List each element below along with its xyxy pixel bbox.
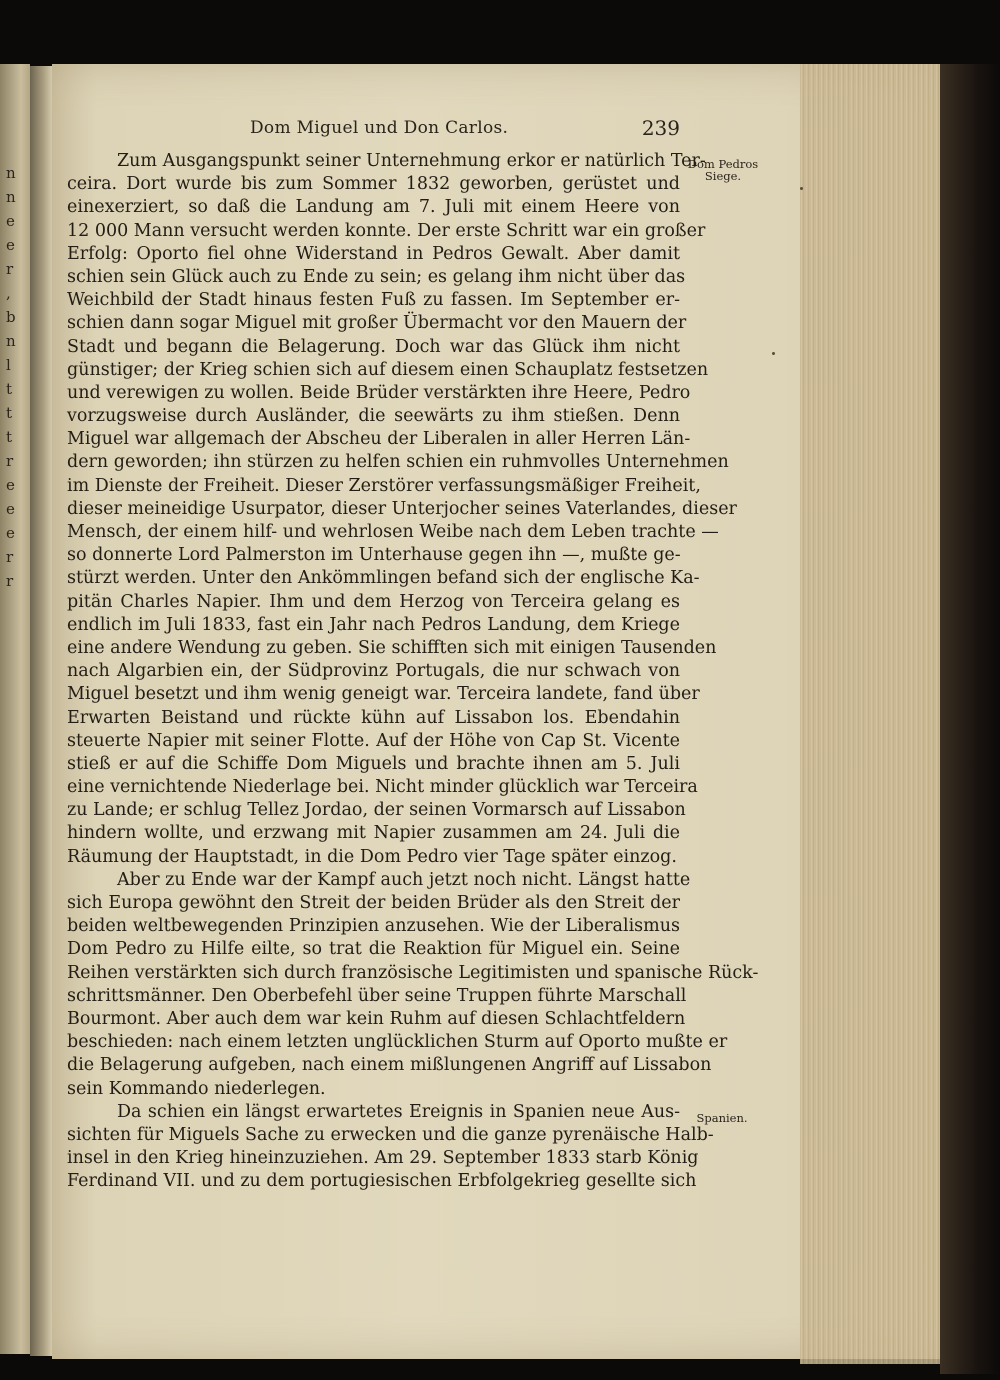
text-line: sichten für Miguels Sache zu erwecken und die ganze pyrenäische Halb- xyxy=(67,1124,714,1145)
previous-page-char: l xyxy=(6,356,11,374)
text-line: stürzt werden. Unter den Ankömmlingen befand sich der englische Ka- xyxy=(67,568,700,589)
text-line: schien dann sogar Miguel mit großer Übermacht vor den Mauern der xyxy=(67,313,687,334)
previous-page-char: t xyxy=(6,380,13,398)
text-line: stieß er auf die Schiffe Dom Miguels und brachte ihnen am 5. Juli xyxy=(67,753,680,774)
paper-speck xyxy=(772,352,775,355)
text-line: eine vernichtende Niederlage bei. Nicht minder glücklich war Terceira xyxy=(67,777,698,798)
text-line: Da schien ein längst erwartetes Ereignis in Spanien neue Aus- xyxy=(117,1101,680,1122)
text-line: dern geworden; ihn stürzen zu helfen schien ein ruhmvolles Unternehmen xyxy=(67,452,729,473)
text-line: und verewigen zu wollen. Beide Brüder verstärkten ihre Heere, Pedro xyxy=(67,382,691,403)
text-line: pitän Charles Napier. Ihm und dem Herzog von Terceira gelang es xyxy=(67,591,680,612)
previous-page-char: b xyxy=(6,308,16,326)
text-line: Zum Ausgangspunkt seiner Unternehmung erkor er natürlich Ter- xyxy=(117,151,706,171)
text-line: vorzugsweise durch Ausländer, die seewärts zu ihm stießen. Denn xyxy=(67,406,680,427)
previous-page-char: e xyxy=(6,236,15,254)
text-line: eine andere Wendung zu geben. Sie schifften sich mit einigen Tausenden xyxy=(67,637,717,658)
margin-note-line: Dom Pedros xyxy=(687,157,759,171)
previous-page-char: e xyxy=(6,500,15,518)
text-line: sich Europa gewöhnt den Streit der beiden Brüder als den Streit der xyxy=(67,893,680,913)
text-line: insel in den Krieg hineinzuziehen. Am 29. September 1833 starb König xyxy=(67,1148,699,1169)
previous-page-char: e xyxy=(6,212,15,230)
previous-page-char: e xyxy=(6,476,15,494)
text-line: Miguel besetzt und ihm wenig geneigt war. Terceira landete, fand über xyxy=(67,684,700,705)
text-line: Erwarten Beistand und rückte kühn auf Lissabon los. Ebendahin xyxy=(67,707,680,728)
previous-page-char: t xyxy=(6,404,13,422)
text-line: günstiger; der Krieg schien sich auf diesem einen Schauplatz festsetzen xyxy=(67,359,709,380)
text-line: zu Lande; er schlug Tellez Jordao, der seinen Vormarsch auf Lissabon xyxy=(67,800,686,821)
previous-page-char: r xyxy=(6,548,14,566)
text-line: nach Algarbien ein, der Südprovinz Portugals, die nur schwach von xyxy=(67,661,680,682)
page-number: 239 xyxy=(641,116,680,140)
text-line: ceira. Dort wurde bis zum Sommer 1832 geworben, gerüstet und xyxy=(67,174,680,195)
text-line: Aber zu Ende war der Kampf auch jetzt noch nicht. Längst hatte xyxy=(117,869,691,890)
text-line: schrittsmänner. Den Oberbefehl über seine Truppen führte Marschall xyxy=(67,985,687,1006)
text-line: Erfolg: Oporto fiel ohne Widerstand in Pedros Gewalt. Aber damit xyxy=(67,243,680,264)
text-line: dieser meineidige Usurpator, dieser Unterjocher seines Vaterlandes, dieser xyxy=(67,498,737,519)
text-line: die Belagerung aufgeben, nach einem mißlungenen Angriff auf Lissabon xyxy=(67,1055,712,1076)
text-line: schien sein Glück auch zu Ende zu sein; es gelang ihm nicht über das xyxy=(67,266,686,287)
margin-note-line: Spanien. xyxy=(696,1111,748,1125)
previous-page-char: n xyxy=(6,164,16,182)
text-line: Weichbild der Stadt hinaus festen Fuß zu fassen. Im September er- xyxy=(67,290,680,311)
text-line: steuerte Napier mit seiner Flotte. Auf der Höhe von Cap St. Vicente xyxy=(67,730,680,751)
text-line: im Dienste der Freiheit. Dieser Zerstörer verfassungsmäßiger Freiheit, xyxy=(67,475,701,496)
previous-page-char: n xyxy=(6,188,16,206)
text-line: endlich im Juli 1833, fast ein Jahr nach Pedros Landung, dem Kriege xyxy=(67,614,680,635)
text-line: hindern wollte, und erzwang mit Napier zusammen am 24. Juli die xyxy=(67,823,680,844)
margin-note-spanien xyxy=(686,1112,758,1124)
text-line: Bourmont. Aber auch dem war kein Ruhm auf diesen Schlachtfeldern xyxy=(67,1008,686,1029)
text-line: beiden weltbewegenden Prinzipien anzusehen. Wie der Liberalismus xyxy=(67,916,680,937)
margin-note-line: Siege. xyxy=(704,169,742,183)
previous-page-char: r xyxy=(6,260,14,278)
previous-page-char: e xyxy=(6,524,15,542)
text-line: Räumung der Hauptstadt, in die Dom Pedro vier Tage später einzog. xyxy=(67,846,677,867)
previous-page-char: , xyxy=(6,284,11,302)
text-line: Dom Pedro zu Hilfe eilte, so trat die Reaktion für Miguel ein. Seine xyxy=(67,939,680,960)
text-line: 12 000 Mann versucht werden konnte. Der erste Schritt war ein großer xyxy=(67,220,706,241)
text-line: sein Kommando niederlegen. xyxy=(67,1078,326,1099)
page-header xyxy=(240,118,680,148)
book-cover-edge xyxy=(940,64,1000,1374)
text-line: Miguel war allgemach der Abscheu der Liberalen in aller Herren Län- xyxy=(67,429,691,450)
previous-page-edge xyxy=(0,64,30,1354)
text-line: Mensch, der einem hilf- und wehrlosen Weibe nach dem Leben trachte — xyxy=(67,522,719,542)
text-line: einexerziert, so daß die Landung am 7. Juli mit einem Heere von xyxy=(67,197,680,218)
previous-page-char: n xyxy=(6,332,16,350)
text-line: so donnerte Lord Palmerston im Unterhause gegen ihn —, mußte ge- xyxy=(67,545,681,566)
text-line: beschieden: nach einem letzten unglücklichen Sturm auf Oporto mußte er xyxy=(67,1032,728,1053)
paper-speck xyxy=(800,187,803,190)
page-stack-edges xyxy=(800,64,940,1364)
text-line: Reihen verstärkten sich durch französische Legitimisten und spanische Rück- xyxy=(67,962,759,983)
text-line: Stadt und begann die Belagerung. Doch war das Glück ihm nicht xyxy=(67,336,680,357)
book-gutter xyxy=(30,66,52,1356)
previous-page-char: r xyxy=(6,572,14,590)
running-head: Dom Miguel und Don Carlos. xyxy=(250,118,509,138)
previous-page-char: t xyxy=(6,428,13,446)
previous-page-char: r xyxy=(6,452,14,470)
text-line: Ferdinand VII. und zu dem portugiesischen Erbfolgekrieg gesellte sich xyxy=(67,1171,697,1192)
